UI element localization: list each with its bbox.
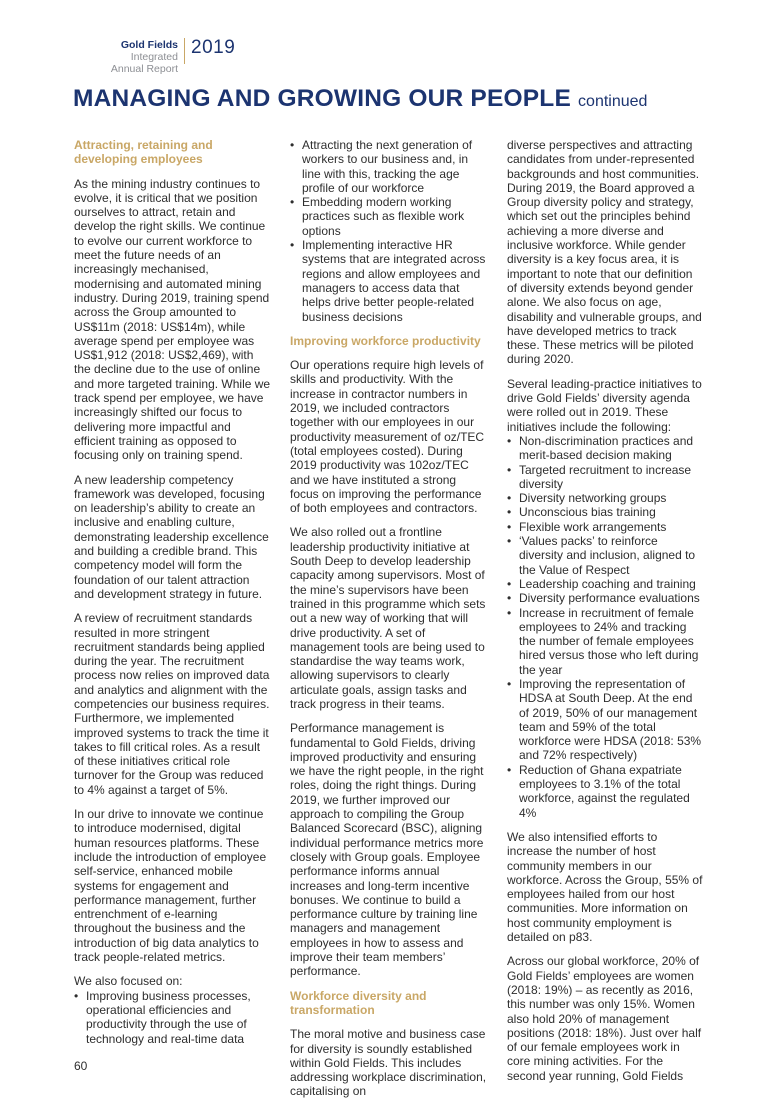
paragraph: As the mining industry continues to evolve, it is critical that we position ourselves to attract, retain and develop the right skills. We continue to evolve our current workforce to meet the future needs of an increasingly mechanised, modernising and automated mining industry. During 2019, training spend across the Group amounted to US$11m (2018: US$14m), while average spend per employee was US$1,912 (2018: US$2,469), with the decline due to the use of online and more targeted training. While we track spend per employee, we have increasingly shifted our focus to delivering more impactful and efficient training as opposed to focusing only on training spend.	[74, 176, 271, 463]
page-title	[73, 84, 647, 117]
paragraph: Our operations require high levels of skills and productivity. With the increase in contractor numbers in 2019, we included contractors together with our employees in our productivity measurement of oz/TEC (total employees costed). During 2019 productivity was 102oz/TEC and we have instituted a strong focus on improving the performance of both employees and contractors.	[290, 358, 485, 516]
paragraph: diverse perspectives and attracting candidates from under-represented backgrounds and host communities. During 2019, the Board approved a Group diversity policy and strategy, which set out the principles behind achieving a more diverse and inclusive workforce. While gender diversity is a key focus area, it is important to note that our definition of diversity extends beyond gender alone. We also focus on age, disability and vulnerable groups, and have developed metrics to track these. These metrics will be piloted during 2020.	[507, 138, 702, 367]
bullet-item: • Non-discrimination practices and merit-based decision making	[507, 434, 704, 463]
page-number: 60	[74, 1059, 88, 1073]
bullet-list	[74, 989, 271, 1046]
report-brand	[74, 39, 178, 75]
bullet-item: • Embedding modern working practices such as flexible work options	[290, 195, 487, 238]
paragraph: Across our global workforce, 20% of Gold Fields’ employees are women (2018: 19%) – as recently as 2016, this number was only 15%. Women also hold 20% of management positions (2018: 18%). Just over half of our female employees work in core mining activities. For the second year running, Gold Fields	[507, 954, 702, 1083]
paragraph: We also intensified efforts to increase the number of host community members in our workforce. Across the Group, 55% of employees hailed from our host communities. More information on host community employment is detailed on p83.	[507, 829, 703, 945]
paragraph: A new leadership competency framework was developed, focusing on leadership’s ability to create an inclusive and enabling culture, demonstrating leadership excellence and building a credible brand. This competency model will form the foundation of our talent attraction and development strategy in future.	[74, 472, 269, 601]
bullet-item: • ‘Values packs’ to reinforce diversity and inclusion, aligned to the Value of Respect	[507, 534, 704, 577]
section-heading-attracting: Attracting, retaining and developing employees	[74, 138, 213, 167]
column-2	[290, 138, 487, 1109]
column-1	[74, 138, 271, 1056]
paragraph: In our drive to innovate we continue to introduce modernised, digital human resources platforms. These include the introduction of employee self-service, enhanced mobile systems for engagement and performance management, further entrenchment of e-learning throughout the business and the introduction of big data analytics to track people-related metrics.	[74, 807, 267, 965]
brand-descriptor-line2: Annual Report	[110, 63, 178, 75]
paragraph: We also focused on:	[74, 974, 183, 989]
page-title-suffix: continued	[578, 93, 648, 110]
bullet-item: • Leadership coaching and training	[507, 577, 704, 591]
bullet-item: • Diversity networking groups	[507, 491, 704, 505]
brand-name: Gold Fields	[120, 39, 178, 51]
column-3	[507, 138, 704, 1093]
bullet-item: • Increase in recruitment of female employees to 24% and tracking the number of female employees hired versus those who left during the year	[507, 606, 704, 677]
page-title-main: MANAGING AND GROWING OUR PEOPLE	[73, 85, 572, 112]
bullet-list	[290, 138, 487, 324]
paragraph: Performance management is fundamental to Gold Fields, driving improved productivity and ensuring we have the right people, in the right roles, doing the right things. During 2019, we further improved our approach to compiling the Group Balanced Scorecard (BSC), aligning individual performance metrics more closely with Group goals. Employee performance informs annual increases and long-term incentive bonuses. We continue to build a performance culture by training line managers and management employees in how to assess and improve their team members’ performance.	[290, 721, 484, 979]
section-heading-productivity: Improving workforce productivity	[290, 333, 481, 348]
bullet-item: • Targeted recruitment to increase diversity	[507, 463, 704, 492]
report-year: 2019	[191, 37, 236, 58]
bullet-item: • Attracting the next generation of workers to our business and, in line with this, tracking the age profile of our workforce	[290, 138, 487, 195]
bullet-item: • Unconscious bias training	[507, 505, 704, 519]
header-divider	[184, 38, 185, 64]
paragraph: The moral motive and business case for diversity is soundly established within Gold Fields. This includes addressing workplace discrimination, capitalising on	[290, 1027, 487, 1099]
bullet-item: • Implementing interactive HR systems that are integrated across regions and allow employees and managers to access data that helps drive better people-related business decisions	[290, 238, 487, 324]
paragraph: We also rolled out a frontline leadership productivity initiative at South Deep to develop leadership capacity among supervisors. Most of the mine’s supervisors have been trained in this programme which sets out a new way of working that will drive productivity. A set of management tools are being used to standardise the way teams work, allowing supervisors to clearly articulate goals, assign tasks and track progress in their teams.	[290, 525, 486, 711]
bullet-item: • Improving business processes, operational efficiencies and productivity through the use of technology and real-time data	[74, 989, 271, 1046]
bullet-item: • Diversity performance evaluations	[507, 591, 704, 605]
bullet-item: • Improving the representation of HDSA at South Deep. At the end of 2019, 50% of our management team and 59% of the total workforce were HDSA (2018: 53% and 72% respectively)	[507, 677, 704, 763]
bullet-item: • Reduction of Ghana expatriate employees to 3.1% of the total workforce, against the regulated 4%	[507, 763, 704, 820]
section-heading-diversity: Workforce diversity and transformation	[290, 988, 427, 1017]
brand-descriptor: Integrated	[130, 51, 178, 63]
bullet-list	[507, 434, 704, 820]
bullet-item: • Flexible work arrangements	[507, 520, 704, 534]
paragraph: Several leading-practice initiatives to drive Gold Fields’ diversity agenda were rolled out in 2019. These initiatives include the following:	[507, 376, 702, 434]
paragraph: A review of recruitment standards resulted in more stringent recruitment standards being applied during the year. The recruitment process now relies on improved data and analytics and alignment with the competencies our business requires. Furthermore, we implemented improved systems to track the time it takes to fill critical roles. As a result of these initiatives critical role turnover for the Group was reduced to 4% against a target of 5%.	[74, 611, 270, 797]
